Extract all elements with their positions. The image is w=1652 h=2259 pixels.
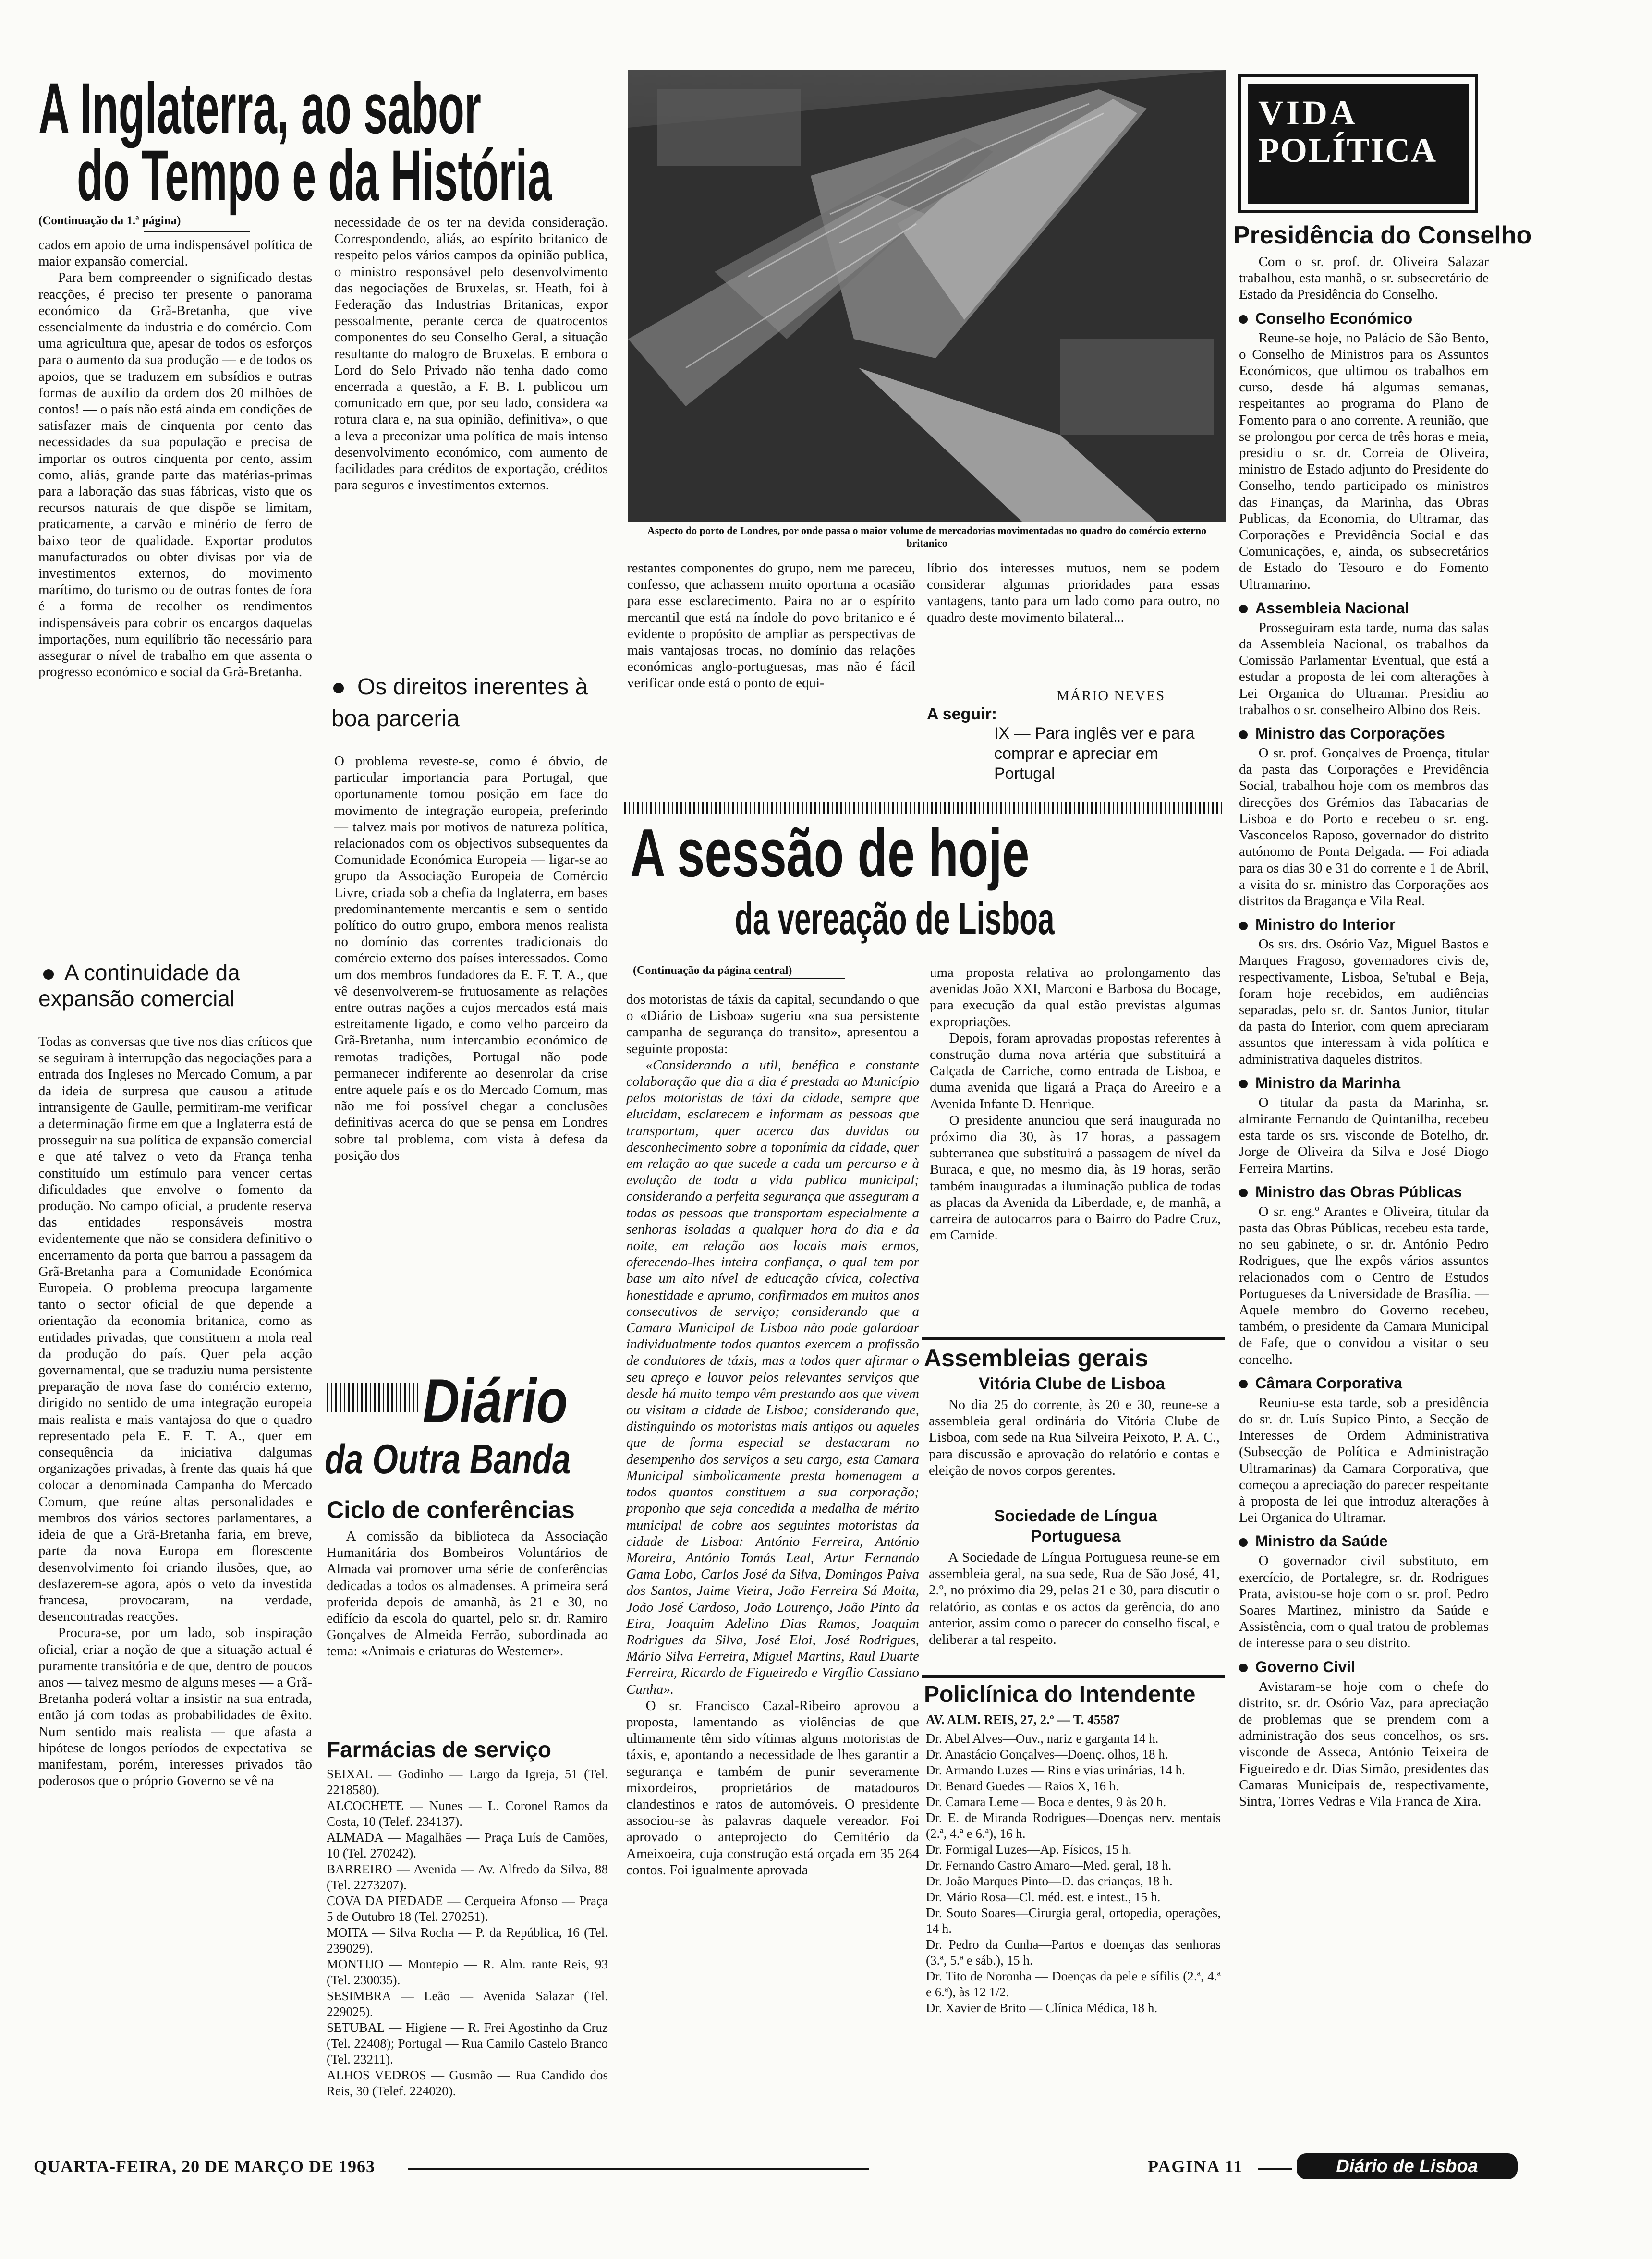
- bullet-icon: [333, 683, 344, 693]
- article-col2: [334, 214, 608, 641]
- assembleias-text1-para: No dia 25 do corrente, às 20 e 30, reune-se a assembleia geral ordinária do Vitória Clube de Lisboa, com sede na Rua Silveira Peixoto, P. A. C., para discussão e aprovação do relatório e contas e eleição de novos corpos gerentes.: [929, 1397, 1220, 1478]
- subhead-direitos-text: Os direitos inerentes à boa parceria: [331, 674, 588, 731]
- section-text: Reune-se hoje, no Palácio de São Bento, o Conselho de Ministros para os Assuntos Económicos, que ultimou os trabalhos em curso, desde há algumas semanas, respeitantes ao programa do Plano de Fomento para o ano corrente. A reunião, que se prolongou por cerca de três horas e meia, presidiu o sr. dr. Correia de Oliveira, ministro de Estado adjunto do Presidente do Conselho, tendo participado os ministros das Finanças, da Marinha, das Obras Publicas, da Economia, do Ultramar, das Corporações e Previdência Social e das Comunicações, e, ainda, os subsecretários de Estado do Tesouro e do Fomento Ultramarino.: [1239, 330, 1489, 592]
- pharmacy-item: MOITA — Silva Rocha — P. da República, 16 (Tel. 239029).: [327, 1925, 608, 1955]
- clinic-item: Dr. Armando Luzes — Rins e vias urinárias, 14 h.: [926, 1763, 1185, 1777]
- aerial-port-image: [628, 70, 1226, 522]
- sessao-cont-rule: [749, 978, 845, 979]
- assembleias-text1: [929, 1397, 1220, 1502]
- next-text: IX — Para inglês ver e para comprar e apreciar em Portugal: [994, 724, 1195, 783]
- section-title: Ministro da Marinha: [1255, 1074, 1401, 1092]
- sessao-quote: «Considerando a util, benéfica e constante colaboração que dia a dia é prestada ao Município pelos motoristas de táxi da cidade, sempre que elucidam, esclarecem e informam as pessoas que transportam, quer acerca das duvidas ou desconhecimento sobre a toponímia da cidade, quer em relação ao que sucede a cada um percurso e à evolução de toda a vida publica municipal; considerando a perfeita segurança que asseguram a todas as pessoas que transportam especialmente a senhoras isoladas a qualquer hora do dia e da noite, em relação aos locais mais ermos, oferecendo-lhes inteira confiança, o qual tem por base um alto nível de educação cívica, colectiva honestidade e aprumo, confirmados em muitos anos consecutivos de serviço; considerando que a Camara Municipal de Lisboa não pode galardoar individualmente todos quantos exercem a profissão de condutores de táxis, mas a todos quer afirmar o seu apreço e louvor pelos relevantes serviços que desde há muito tempo vêm prestando aos que vivem ou visitam a cidade de Lisboa; considerando que, distinguindo os motoristas mais antigos ou aqueles que de forma especial se destacaram no desempenho dos serviços a seu cargo, esta Camara Municipal simbolicamente presta homenagem a todos quantos constituem a sua corporação; proponho que seja concedida a medalha de mérito municipal de cobre aos seguintes motoristas da cidade de Lisboa: António Ferreira, António Moreira, António Tomás Leal, Artur Fernando Gama Lobo, Carlos José da Silva, Domingos Paiva dos Santos, Jaime Vieira, João Ferreira Sá Moita, João José Cardoso, João Lourenço, João Pinto da Eira, Joaquim Adelino Dias Ramos, Joaquim Rodrigues da Silva, José Eloi, José Rodrigues, Mário Silva Ferreira, Miguel Martins, Raul Duarte Ferreira, Ricardo de Figueiredo e Virgílio Cassiano Cunha».: [626, 1057, 919, 1697]
- pharmacy-item: MONTIJO — Montepio — R. Alm. rante Reis, 93 (Tel. 230035).: [327, 1957, 608, 1987]
- continuation-rule: [144, 231, 250, 232]
- article-col4: [927, 560, 1220, 675]
- clinic-item: Dr. Benard Guedes — Raios X, 16 h.: [926, 1779, 1119, 1793]
- bullet-icon: [1239, 1080, 1248, 1088]
- section-head-assembleia: [1239, 598, 1489, 618]
- photo-caption: Aspecto do porto de Londres, por onde passa o maior volume de mercadorias movimentadas no quadro do comércio externo britanico: [647, 524, 1207, 549]
- assembleias-sub2: Sociedade de Língua Portuguesa: [994, 1507, 1158, 1545]
- vida-politica-body: [1239, 254, 1489, 2165]
- next-label: A seguir:: [927, 705, 997, 723]
- clinic-item: Dr. Formigal Luzes—Ap. Físicos, 15 h.: [926, 1842, 1132, 1857]
- presidencia-head: Presidência do Conselho: [1233, 221, 1532, 249]
- policlinica-head: Policlínica do Intendente: [924, 1682, 1196, 1707]
- clinic-item: Dr. Anastácio Gonçalves—Doenç. olhos, 18 h.: [926, 1747, 1168, 1761]
- sessao-headline: A sessão de hoje: [630, 815, 1030, 891]
- subhead-continuidade-text: A continuidade da expansão comercial: [38, 960, 240, 1011]
- vida-politica-title1: VIDA: [1258, 94, 1359, 132]
- clinic-item: Dr. Souto Soares—Cirurgia geral, ortopedia, operações, 14 h.: [926, 1906, 1221, 1936]
- outra-banda-title2: da Outra Banda: [325, 1436, 571, 1482]
- sessao-col1: [626, 991, 919, 2139]
- bullet-icon: [1239, 1380, 1248, 1388]
- ciclo-text: [327, 1528, 608, 1730]
- section-head-corporacoes: [1239, 724, 1489, 743]
- main-headline-line1: A Inglaterra, ao sabor: [38, 68, 481, 148]
- col3-para-1: restantes componentes do grupo, nem me pareceu, confesso, que achassem muito oportuna a ocasião para esse esclarecimento. Paira no ar o espírito mercantil que está na índole do povo britanico e é evidente o propósito de ampliar as perspectivas de mais vantajosas trocas, no domínio das relações económicas anglo-portuguesas, mas não é fácil verificar onde está o ponto de equi-: [627, 560, 915, 691]
- section-head-interior: [1239, 915, 1489, 934]
- section-divider: [624, 802, 1225, 814]
- policlinica-top-rule: [922, 1675, 1225, 1678]
- section-head-marinha: [1239, 1073, 1489, 1093]
- section-text: Avistaram-se hoje com o chefe do distrito, sr. dr. Osório Vaz, para apreciação de problemas que se prendem com a administração dos seus concelhos, os srs. visconde de Asseca, António Teixeira de Figueiredo e dr. Dias Simão, presidentes das Camaras Municipais de, respectivamente, Sintra, Torres Vedras e Vila Franca de Xira.: [1239, 1678, 1489, 1810]
- clinic-item: Dr. Fernando Castro Amaro—Med. geral, 18 h.: [926, 1858, 1172, 1872]
- section-title: Governo Civil: [1255, 1658, 1356, 1676]
- pharmacy-item: SETUBAL — Higiene — R. Frei Agostinho da Cruz (Tel. 22408); Portugal — Rua Camilo Castelo Branco (Tel. 23211).: [327, 2020, 608, 2066]
- main-headline-line2: do Tempo e da História: [77, 135, 552, 216]
- pharmacy-item: SESIMBRA — Leão — Avenida Salazar (Tel. 229025).: [327, 1989, 608, 2019]
- policlinica-address: AV. ALM. REIS, 27, 2.º — T. 45587: [926, 1712, 1120, 1727]
- pharmacy-item: ALHOS VEDROS — Gusmão — Rua Candido dos Reis, 30 (Telef. 224020).: [327, 2068, 608, 2098]
- assembleias-text2: [929, 1549, 1220, 1674]
- pharmacy-item: SEIXAL — Godinho — Largo da Igreja, 51 (Tel. 2218580).: [327, 1767, 608, 1797]
- section-head-saude: [1239, 1531, 1489, 1551]
- assembleias-sub1: Vitória Clube de Lisboa: [978, 1374, 1166, 1393]
- port-of-london-photo: [628, 70, 1226, 522]
- article-col3: [627, 560, 915, 800]
- outra-banda-title1: Diário: [423, 1366, 568, 1436]
- section-title: Ministro das Obras Públicas: [1255, 1183, 1462, 1201]
- bullet-icon: [1239, 605, 1248, 613]
- bullet-icon: [43, 969, 54, 980]
- continuation-note: (Continuação da 1.ª página): [38, 214, 181, 227]
- bullet-icon: [1239, 922, 1248, 930]
- section-title: Ministro do Interior: [1255, 916, 1396, 934]
- vida-politica-title2: POLÍTICA: [1258, 131, 1437, 170]
- sessao-continuation: (Continuação da página central): [633, 964, 792, 977]
- section-head-conselho: [1239, 309, 1489, 328]
- clinic-item: Dr. Camara Leme — Boca e dentes, 9 às 20 h.: [926, 1795, 1166, 1809]
- sessao-col2-para-3: O presidente anunciou que será inaugurada no próximo dia 30, às 17 horas, a passagem subterranea que substituirá a passagem de nível da Buraca, e que, no mesmo dia, às 19 horas, serão também inauguradas a iluminação publica de todas as placas da Avenida da Liberdade, e, de manhã, a carreira de autocarros para o Bairro do Padre Cruz, em Carnide.: [930, 1112, 1221, 1243]
- section-head-governo-civil: [1239, 1657, 1489, 1676]
- bullet-icon: [1239, 315, 1248, 324]
- sessao-subheadline: da vereação de Lisboa: [735, 893, 1055, 944]
- col2b-para-1: O problema reveste-se, como é óbvio, de particular importancia para Portugal, que oportunamente tomou posição em face do movimento de integração europeia, preferindo — talvez mais por motivos de natureza política, relacionados com os objectivos subsequentes da Comunidade Económica Europeia — ligar-se ao grupo da Associação Europeia de Comércio Livre, criada sob a chefia da Inglaterra, em bases predominantemente mercantis e sem o sentido político do outro grupo, embora menos realista no domínio das correntes tradicionais do comércio externo dos países interessados. Como um dos membros fundadores da E. F. T. A., que vê desenvolverem-se frutuosamente as relações entre outras nações a cujos mercados está mais estreitamente ligado, e como velho parceiro da Grã-Bretanha, num intercambio económico de remotas tradições, Portugal não pode permanecer indiferente ao desenrolar da crise entre aquele país e os do Mercado Comum, mas não me foi possível chegar a conclusões definitivas acerca do que se pensa em Londres sobre tal problema, com vista à defesa da posição dos: [334, 753, 608, 1163]
- bullet-icon: [1239, 1538, 1248, 1547]
- presidencia-text: Com o sr. prof. dr. Oliveira Salazar trabalhou, esta manhã, o sr. subsecretário de Estado da Presidência do Conselho.: [1239, 254, 1489, 303]
- pharmacy-item: BARREIRO — Avenida — Av. Alfredo da Silva, 88 (Tel. 2273207).: [327, 1862, 608, 1892]
- subhead-continuidade: [38, 959, 312, 1011]
- sessao-col2-para-1: uma proposta relativa ao prolongamento das avenidas João XXI, Marconi e Barbosa du Bocage, para execução da qual estão previstas algumas expropriações.: [930, 965, 1221, 1030]
- sessao-col1-para-1: dos motoristas de táxis da capital, secundando o que o «Diário de Lisboa» sugeriu «na sua persistente campanha de segurança do transito», apresentou a seguinte proposta:: [626, 992, 919, 1057]
- section-text: O titular da pasta da Marinha, sr. almirante Fernando de Quintanilha, recebeu esta tarde os srs. visconde de Botelho, dr. Jorge de Oliveira da Silva e José Diogo Ferreira Martins.: [1239, 1094, 1489, 1176]
- sessao-col2-para-2: Depois, foram aprovadas propostas referentes à construção duma nova artéria que substituirá a Calçada de Carriche, como entrada de Lisboa, e duma avenida que ligará a Praça do Areeiro e a Avenida Infante D. Henrique.: [930, 1030, 1221, 1112]
- col1b-para-1: Todas as conversas que tive nos dias críticos que se seguiram à interrupção das negociações para a entrada dos Ingleses no Mercado Comum, a par da ideia de surpresa que causou a atitude intransigente de Gaulle, permitiram-me verificar a determinação firme em que a Inglaterra está de prosseguir na sua política de expansão comercial e que até talvez o veto da França tenha constituído um estímulo para vencer certas dificuldades que envolve o fomento da produção. No campo oficial, a prudente reserva das entidades responsáveis mostra evidentemente que não se considera definitivo o encerramento da porta que barrou a passagem da Grã-Bretanha para a Comunidade Económica Europeia. O problema preocupa largamente tanto o sector oficial de que depende a orientação da economia britanica, como as entidades privadas, que constituem a mola real da produção do país. Quer pela acção governamental, que se traduziu numa persistente preparação de nova fase do comércio externo, dirigido no sentido de uma integração europeia mais realista e mais vantajosa do que o quadro representado pela E. F. T. A., quer em consequência da iniciativa dalgumas organizações privadas, à frente das quais há que colocar a denominada Campanha do Mercado Comum, que reúne altas personalidades e membros dos vários sectores parlamentares, a ideia de que a Grã-Bretanha faria, em breve, parte da nova Europa em florescente desenvolvimento foi criando ilusões, que, ao desfazerem-se agora, após o veto da investida francesa, provocaram, na verdade, desencontradas reacções.: [38, 1034, 312, 1625]
- pharmacy-item: ALCOCHETE — Nunes — L. Coronel Ramos da Costa, 10 (Telef. 234137).: [327, 1798, 608, 1829]
- section-text: O sr. prof. Gonçalves de Proença, titular da pasta das Corporações e Previdência Social, trabalhou hoje com os membros das direcções dos Grémios das Tabacarias de Lisboa e do Porto e recebeu o sr. eng. Vasconcelos Raposo, governador do distrito autónomo de Ponta Delgada. — Foi adiada para os dias 30 e 31 do corrente e 1 de Abril, a visita do sr. ministro das Corporações aos distritos da Bragança e Vila Real.: [1239, 745, 1489, 909]
- section-title: Câmara Corporativa: [1255, 1374, 1402, 1392]
- footer-paper-logo: [1297, 2153, 1518, 2179]
- author-signature: MÁRIO NEVES: [1057, 688, 1166, 704]
- footer-rule-right: [1258, 2168, 1292, 2170]
- section-text: O sr. eng.º Arantes e Oliveira, titular da pasta das Obras Públicas, recebeu esta tarde, no seu gabinete, o sr. dr. António Pedro Rodrigues, que lhe expôs vários assuntos relacionados com o Centro de Estudos Portugueses da Universidade de Brasília. — Aquele membro do Governo recebeu, também, o presidente da Camara Municipal de Fafe, que o convidou a visitar o seu concelho.: [1239, 1203, 1489, 1367]
- outra-banda-dashrule: [327, 1383, 418, 1412]
- clinic-item: Dr. João Marques Pinto—D. das crianças, 18 h.: [926, 1874, 1173, 1888]
- assembleias-top-rule: [922, 1337, 1225, 1340]
- sessao-col2: [930, 964, 1221, 1334]
- section-title: Ministro das Corporações: [1255, 725, 1445, 742]
- section-text: Os srs. drs. Osório Vaz, Miguel Bastos e Marques Fragoso, governadores civis de, respectivamente, Lisboa, Se'tubal e Beja, foram hoje recebidos, em audiências separadas, pelo sr. dr. Santos Junior, titular da pasta do Interior, com quem apreciaram assuntos que interessam à vida política e administrativa daqueles distritos.: [1239, 936, 1489, 1067]
- pharmacy-item: COVA DA PIEDADE — Cerqueira Afonso — Praça 5 de Outubro 18 (Tel. 270251).: [327, 1894, 608, 1924]
- subhead-direitos: [331, 671, 610, 735]
- section-title: Conselho Económico: [1255, 309, 1413, 327]
- section-text: Reuniu-se esta tarde, sob a presidência do sr. dr. Luís Supico Pinto, a Secção de Interesses de Ordem Administrativa (Subsecção de Política e Administração Ultramarinas) da Camara Corporativa, que começou a apreciação do parecer respeitante à proposta de lei que introduz alterações à Lei Organica do Ultramar.: [1239, 1395, 1489, 1526]
- footer-rule-left: [408, 2168, 869, 2170]
- section-head-camara: [1239, 1373, 1489, 1393]
- section-text: Prosseguiram esta tarde, numa das salas da Assembleia Nacional, os trabalhos da Comissão Parlamentar Eventual, que está a estudar a proposta de lei com alterações à Lei Organica do Ultramar. Presidiu ao trabalhos o sr. conselheiro Albino dos Reis.: [1239, 619, 1489, 717]
- footer: [34, 2147, 1513, 2185]
- ciclo-head: Ciclo de conferências: [327, 1496, 575, 1523]
- footer-date: QUARTA-FEIRA, 20 DE MARÇO DE 1963: [34, 2157, 376, 2176]
- clinic-item: Dr. Abel Alves—Ouv., nariz e garganta 14 h.: [926, 1731, 1159, 1746]
- assembleias-text2-para: A Sociedade de Língua Portuguesa reune-se em assembleia geral, na sua sede, Rua de São José, 41, 2.º, no próximo dia 29, pelas 21 e 30, para discutir o relatório, as contas e os actos da gerência, do ano anterior, assim como o parecer do conselho fiscal, e deliberar a tal respeito.: [929, 1550, 1220, 1648]
- pharmacy-item: ALMADA — Magalhães — Praça Luís de Camões, 10 (Tel. 270242).: [327, 1830, 608, 1860]
- clinic-item: Dr. E. de Miranda Rodrigues—Doenças nerv. mentais (2.ª, 4.ª e 6.ª), 16 h.: [926, 1810, 1221, 1841]
- clinic-item: Dr. Pedro da Cunha—Partos e doenças das senhoras (3.ª, 5.ª e sáb.), 15 h.: [926, 1937, 1221, 1968]
- clinic-item: Dr. Mário Rosa—Cl. méd. est. e intest., 15 h.: [926, 1890, 1161, 1904]
- farmacias-head: Farmácias de serviço: [327, 1737, 551, 1762]
- section-title: Assembleia Nacional: [1255, 599, 1409, 617]
- col2-para-1: necessidade de os ter na devida consideração. Correspondendo, aliás, ao espírito britanico de respeito pelos vários campos da opinião publica, o ministro responsável pelo desenvolvimento das negociações de Bruxelas, sr. Heath, foi à Federação das Industrias Britanicas, expor pessoalmente, perante cerca de quatrocentos componentes do seu Conselho Geral, a situação resultante do malogro de Bruxelas. E embora o Lord do Selo Privado não tenha dado como encerrada a questão, a F. B. I. publicou um comunicado em que, por seu lado, considera «a rotura clara e, na sua opinião, definitiva», o que a leva a preconizar uma política de mais intenso desenvolvimento económico, com aumento de facilidades para créditos de exportação, créditos para seguros e investimentos externos.: [334, 215, 608, 493]
- col1-para-1: cados em apoio de uma indispensável política de maior expansão comercial.: [38, 237, 312, 269]
- footer-page: PAGINA 11: [1148, 2157, 1243, 2176]
- section-text: O governador civil substituto, em exercício, de Portalegre, sr. dr. Rodrigues Prata, avistou-se hoje com o sr. prof. Pedro Soares Martinez, ministro da Saúde e Assistência, com o qual tratou de problemas de interesse para o seu distrito.: [1239, 1553, 1489, 1651]
- policlinica-list: [926, 1731, 1221, 2134]
- article-col1b: [38, 1033, 312, 2132]
- section-head-obras: [1239, 1182, 1489, 1202]
- assembleias-head: Assembleias gerais: [924, 1345, 1148, 1372]
- farmacias-list: [327, 1766, 608, 2136]
- article-col2b: [334, 753, 608, 1347]
- clinic-item: Dr. Tito de Noronha — Doenças da pele e sífilis (2.ª, 4.ª e 6.ª), às 12 1/2.: [926, 1969, 1221, 1999]
- bullet-icon: [1239, 1189, 1248, 1197]
- section-title: Ministro da Saúde: [1255, 1532, 1388, 1550]
- sessao-col1-after: O sr. Francisco Cazal-Ribeiro aprovou a proposta, lamentando as violências de que ultimamente têm sido vítimas alguns motoristas de táxis, e, apontando a necessidade de lhes garantir a segurança e também de punir severamente mixordeiros, proprietários de matadouros clandestinos e ratos de automóveis. O presidente associou-se às palavras daquele vereador. Foi aprovado o anteprojecto do Cemitério da Ameixoeira, cuja construção está orçada em 35 264 contos. Foi igualmente aprovada: [626, 1698, 919, 1878]
- col1-para-2: Para bem compreender o significado destas reacções, é preciso ter presente o panorama económico da Grã-Bretanha, que vive essencialmente da industria e do comércio. Com uma agricultura que, apesar de todos os esforços para o aumento da sua produção — e de todos os apoios, que se traduzem em subsídios e outras formas de auxílio da ordem dos 20 milhões de contos! — o país não está ainda em condições de satisfazer mais de cinquenta por cento das necessidades da sua população e precisa de importar os outros cinquenta por cento, assim como, aliás, grande parte das matérias-primas para a laboração das suas fábricas, visto que os recursos naturais de que dispõe se limitam, praticamente, a carvão e minério de ferro de baixo teor de qualidade. Exportar produtos manufacturados ou obter divisas por via de investimentos externos, do movimento marítimo, do turismo ou de outras fontes de fora é a forma de recolher os rendimentos indispensáveis para cobrir os encargos daquelas importações, num equilíbrio tão necessário para assegurar o nível de trabalho em que assenta o progresso económico e social da Grã-Bretanha.: [38, 270, 312, 680]
- footer-paper-name: Diário de Lisboa: [1336, 2156, 1478, 2176]
- clinic-item: Dr. Xavier de Brito — Clínica Médica, 18 h.: [926, 2001, 1158, 2015]
- vida-politica-box: [1238, 74, 1478, 213]
- col1b-para-2: Procura-se, por um lado, sob inspiração oficial, criar a noção de que a situação actual é puramente transitória e de que, dentro de poucos anos — talvez mesmo de alguns meses — a Grã-Bretanha poderá voltar a insistir na sua entrada, então já com todas as probabilidades de êxito. Num sentido mais realista — que afasta a hipótese de longos períodos de expectativa—se manifestam, porém, interesses privados tão poderosos que o próprio Governo se vê na: [38, 1625, 312, 1789]
- bullet-icon: [1239, 1664, 1248, 1672]
- bullet-icon: [1239, 730, 1248, 739]
- main-headline: [34, 68, 610, 216]
- col4-para-1: líbrio dos interesses mutuos, nem se podem considerar algumas prioridades para essas vantagens, tanto para um lado como para outro, no quadro deste movimento bilateral...: [927, 560, 1220, 625]
- article-col1: [38, 214, 312, 930]
- ciclo-para: A comissão da biblioteca da Associação Humanitária dos Bombeiros Voluntários de Almada vai promover uma série de conferências dedicadas a todos os almadenses. A primeira será proferida depois de amanhã, às 21 e 30, no edifício da escola do quartel, pelo sr. dr. Ramiro Gonçalves de Almeida Ferrão, subordinada ao tema: «Animais e criaturas do Westerner».: [327, 1529, 608, 1659]
